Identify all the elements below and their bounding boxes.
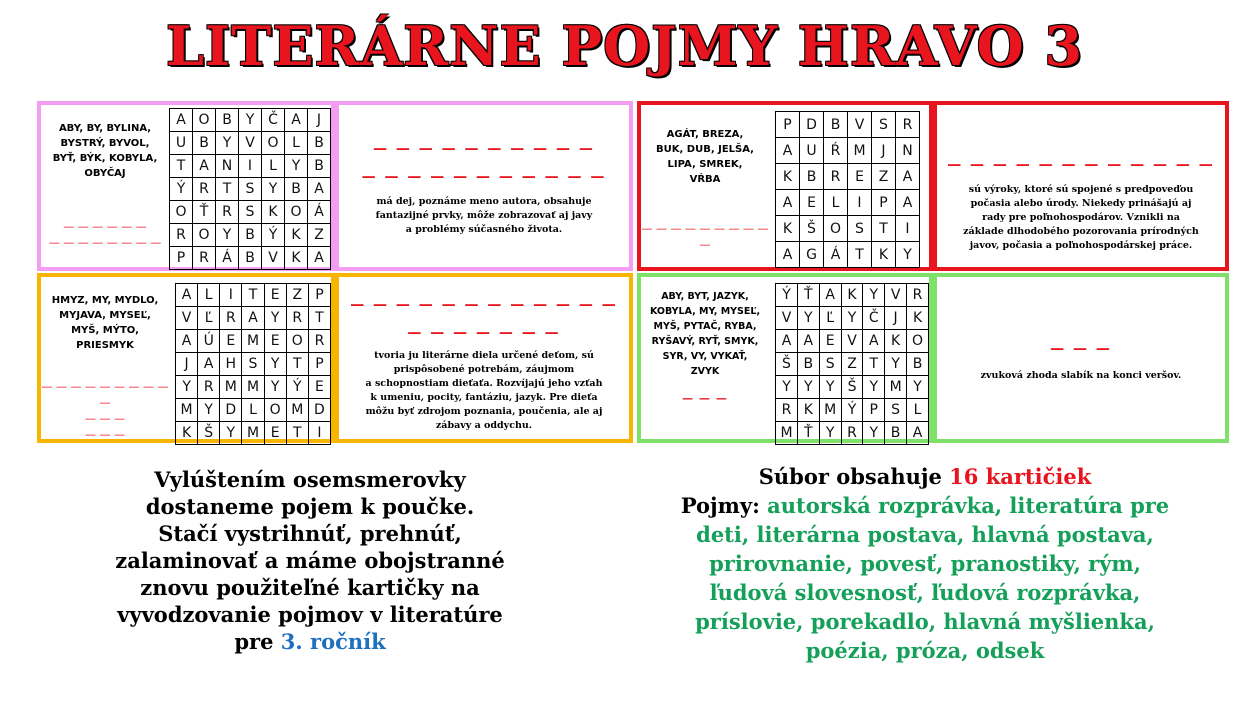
grid-letter-cell: M (176, 399, 198, 422)
grid-letter-cell: Š (776, 353, 798, 376)
card-4-puzzle (637, 273, 933, 443)
card-2-answer-lines: — — — — — — — — — — (641, 222, 769, 251)
grid-letter-cell: A (285, 109, 308, 132)
terms-label: Pojmy: (680, 493, 768, 518)
grid-row (176, 353, 331, 376)
grid-letter-cell: O (264, 399, 286, 422)
grid-letter-cell: A (797, 330, 819, 353)
grid-letter-cell: A (819, 284, 841, 307)
grid-letter-cell: A (308, 247, 331, 270)
card-1-definition-text: má dej, poznáme meno autora, obsahuje fantazijné prvky, môže zobrazovať aj javy a problémy súčasného života. (375, 196, 593, 235)
grid-letter-cell: B (239, 247, 262, 270)
grid-letter-cell: Š (198, 422, 220, 445)
grid-letter-cell: Y (885, 353, 907, 376)
grid-letter-cell: A (170, 109, 193, 132)
grid-letter-cell: K (797, 399, 819, 422)
grid-letter-cell: J (308, 109, 331, 132)
grid-letter-cell: Y (907, 376, 929, 399)
grid-letter-cell: Y (176, 376, 198, 399)
grid-row (776, 376, 929, 399)
terms-line (630, 491, 1220, 520)
card-3-blanks: — — — — — — — — — — — — — — — — — — — (350, 297, 618, 341)
grid-row (176, 307, 331, 330)
grid-row (776, 284, 929, 307)
terms-list-first: autorská rozprávka, literatúra pre (767, 493, 1170, 518)
grid-letter-cell: K (841, 284, 863, 307)
grid-letter-cell: M (242, 330, 264, 353)
grid-letter-cell: E (308, 376, 330, 399)
grid-letter-cell: S (242, 353, 264, 376)
card-2-definition (933, 101, 1229, 271)
grid-letter-cell: T (848, 242, 872, 268)
grid-letter-cell: T (308, 307, 330, 330)
grid-row (170, 155, 331, 178)
grid-letter-cell: A (193, 155, 216, 178)
grid-letter-cell: Ý (286, 376, 308, 399)
card-2-puzzle (637, 101, 933, 271)
grid-letter-cell: Y (896, 242, 920, 268)
grid-letter-cell: S (819, 353, 841, 376)
card-2-word-grid (775, 111, 920, 268)
grid-letter-cell: Y (819, 376, 841, 399)
grid-letter-cell: A (176, 284, 198, 307)
grid-letter-cell: Á (308, 201, 331, 224)
grid-letter-cell: B (800, 164, 824, 190)
card-3-definition-text: tvoria ju literárne diela určené deťom, sú prispôsobené potrebám, záujmom a schopnostiam dieťaťa. Rozvíjajú jeho vzťah k umeniu, pocity, fantáziu, jazyk. Pre dieťa môžu byť zdrojom poznania, poučenia, ale aj zábavy a oddychu. (365, 350, 603, 431)
set-count-value: 16 kartičiek (949, 464, 1092, 489)
grid-letter-cell: Z (308, 224, 331, 247)
grid-letter-cell: S (885, 399, 907, 422)
grid-letter-cell: S (239, 201, 262, 224)
grid-row (776, 307, 929, 330)
grid-letter-cell: K (872, 242, 896, 268)
card-4-answer-lines: — — — (682, 392, 728, 405)
grid-letter-cell: Y (819, 422, 841, 445)
grid-letter-cell: T (286, 422, 308, 445)
grid-row (776, 399, 929, 422)
grid-letter-cell: B (193, 132, 216, 155)
grid-letter-cell: V (239, 132, 262, 155)
grid-letter-cell: N (896, 138, 920, 164)
grid-letter-cell: Ť (797, 422, 819, 445)
grid-letter-cell: K (885, 330, 907, 353)
grid-letter-cell: Y (239, 109, 262, 132)
grid-letter-cell: Ľ (198, 307, 220, 330)
grid-letter-cell: R (198, 376, 220, 399)
grid-row (776, 330, 929, 353)
card-2-blanks: — — — — — — — — — — — — (947, 157, 1215, 173)
grid-letter-cell: R (193, 178, 216, 201)
grid-letter-cell: M (776, 422, 798, 445)
grid-letter-cell: U (170, 132, 193, 155)
grid-letter-cell: Ú (198, 330, 220, 353)
grid-letter-cell: Ť (193, 201, 216, 224)
grid-letter-cell: M (220, 376, 242, 399)
grid-letter-cell: V (848, 112, 872, 138)
card-3-definition (335, 273, 633, 443)
card-4-blanks: — — — (1050, 341, 1112, 357)
grid-letter-cell: V (841, 330, 863, 353)
grid-letter-cell: R (216, 201, 239, 224)
grid-row (176, 399, 331, 422)
grid-letter-cell: Š (841, 376, 863, 399)
grid-letter-cell: E (800, 190, 824, 216)
grid-letter-cell: A (242, 307, 264, 330)
instructions-text (30, 466, 590, 655)
grid-row (776, 422, 929, 445)
grid-letter-cell: I (308, 422, 330, 445)
grid-letter-cell: Č (863, 307, 885, 330)
grade-label: 3. ročník (280, 629, 386, 654)
grid-letter-cell: M (848, 138, 872, 164)
grid-letter-cell: T (863, 353, 885, 376)
grid-letter-cell: B (797, 353, 819, 376)
grid-letter-cell: A (776, 190, 800, 216)
grid-letter-cell: I (896, 216, 920, 242)
grid-row (776, 112, 920, 138)
grid-row (776, 242, 920, 268)
grid-letter-cell: Ľ (819, 307, 841, 330)
grid-letter-cell: M (286, 399, 308, 422)
grid-letter-cell: Y (863, 422, 885, 445)
grid-letter-cell: O (170, 201, 193, 224)
grid-letter-cell: O (262, 132, 285, 155)
terms-line: deti, literárna postava, hlavná postava, (696, 522, 1154, 547)
grid-letter-cell: R (841, 422, 863, 445)
grid-letter-cell: Z (841, 353, 863, 376)
grid-letter-cell: H (220, 353, 242, 376)
instructions-line: vyvodzovanie pojmov v literatúre (117, 602, 503, 627)
grid-row (776, 138, 920, 164)
grid-letter-cell: J (885, 307, 907, 330)
grade-prefix: pre (234, 629, 281, 654)
card-3-word-grid (175, 283, 331, 445)
grid-row (776, 216, 920, 242)
card-4-definition-text: zvuková zhoda slabík na konci veršov. (980, 370, 1182, 381)
grid-letter-cell: R (193, 247, 216, 270)
grid-letter-cell: P (863, 399, 885, 422)
grid-letter-cell: V (776, 307, 798, 330)
grid-row (176, 376, 331, 399)
terms-line: príslovie, porekadlo, hlavná myšlienka, (695, 609, 1155, 634)
grid-letter-cell: B (285, 178, 308, 201)
card-3-answer-lines: — — — — — — — — — — — — — — — — (41, 380, 169, 441)
grid-letter-cell: B (885, 422, 907, 445)
grid-row (176, 284, 331, 307)
grid-letter-cell: K (176, 422, 198, 445)
grid-letter-cell: I (848, 190, 872, 216)
grid-letter-cell: Ý (776, 284, 798, 307)
terms-line: poézia, próza, odsek (805, 638, 1045, 663)
grid-letter-cell: D (220, 399, 242, 422)
grid-letter-cell: Ŕ (824, 138, 848, 164)
grid-letter-cell: T (872, 216, 896, 242)
grid-letter-cell: P (872, 190, 896, 216)
grid-row (170, 178, 331, 201)
card-1-definition (335, 101, 633, 271)
instructions-line: Vylúštením osemsmerovky (154, 467, 466, 492)
card-1-word-grid (169, 108, 331, 270)
grid-letter-cell: Ý (262, 224, 285, 247)
instructions-line: zalaminovať a máme obojstranné (115, 548, 505, 573)
grid-letter-cell: Y (776, 376, 798, 399)
grid-letter-cell: T (286, 353, 308, 376)
grid-letter-cell: A (776, 242, 800, 268)
grid-row (776, 164, 920, 190)
grid-letter-cell: A (308, 178, 331, 201)
grid-letter-cell: D (800, 112, 824, 138)
grid-letter-cell: E (264, 284, 286, 307)
grid-letter-cell: E (264, 422, 286, 445)
grid-letter-cell: E (264, 330, 286, 353)
terms-line: prirovnanie, povesť, pranostiky, rým, (709, 551, 1141, 576)
grid-letter-cell: Č (262, 109, 285, 132)
grid-row (170, 109, 331, 132)
grid-letter-cell: E (819, 330, 841, 353)
grid-letter-cell: A (863, 330, 885, 353)
grid-letter-cell: L (262, 155, 285, 178)
grid-letter-cell: R (286, 307, 308, 330)
grid-letter-cell: R (308, 330, 330, 353)
card-1-answer-lines: — — — — — — — — — — — — — — (48, 220, 162, 249)
grid-letter-cell: B (216, 109, 239, 132)
card-2-word-list: AGÁT, BREZA, BUK, DUB, JELŠA, LIPA, SMREK, VŔBA (656, 129, 754, 185)
grid-letter-cell: R (220, 307, 242, 330)
grid-row (776, 190, 920, 216)
grid-letter-cell: V (176, 307, 198, 330)
grid-letter-cell: S (848, 216, 872, 242)
set-count-line (630, 462, 1220, 491)
grid-letter-cell: S (239, 178, 262, 201)
grid-row (176, 330, 331, 353)
grid-letter-cell: I (239, 155, 262, 178)
grid-letter-cell: O (907, 330, 929, 353)
grid-letter-cell: K (776, 216, 800, 242)
card-1-blanks: — — — — — — — — — — — — — — — — — — — — — (361, 141, 607, 185)
grid-letter-cell: K (776, 164, 800, 190)
grid-letter-cell: B (308, 132, 331, 155)
page-title: LITERÁRNE POJMY HRAVO 3 (165, 14, 1084, 78)
grid-letter-cell: V (262, 247, 285, 270)
instructions-line-grade (30, 628, 590, 655)
grid-letter-cell: U (800, 138, 824, 164)
grid-letter-cell: K (262, 201, 285, 224)
grid-letter-cell: Y (198, 399, 220, 422)
grid-letter-cell: K (285, 224, 308, 247)
grid-letter-cell: J (872, 138, 896, 164)
grid-letter-cell: A (896, 164, 920, 190)
set-count-prefix: Súbor obsahuje (758, 464, 950, 489)
grid-letter-cell: Y (264, 353, 286, 376)
grid-letter-cell: A (176, 330, 198, 353)
grid-letter-cell: S (872, 112, 896, 138)
grid-letter-cell: Á (216, 247, 239, 270)
grid-letter-cell: Z (872, 164, 896, 190)
grid-letter-cell: N (216, 155, 239, 178)
grid-letter-cell: O (193, 224, 216, 247)
grid-letter-cell: G (800, 242, 824, 268)
card-3-word-list: HMYZ, MY, MYDLO, MYJAVA, MYSEĽ, MYŠ, MÝTO, PRIESMYK (51, 295, 159, 351)
grid-letter-cell: P (170, 247, 193, 270)
grid-letter-cell: A (198, 353, 220, 376)
card-2-definition-text: sú výroky, ktoré sú spojené s predpoveďou počasia alebo úrody. Niekedy prinášajú aj rady pre poľnohospodárov. Vznikli na základe dlhodobého pozorovania prírodných javov, počasia a poľnohospodárskej práce. (963, 184, 1199, 251)
grid-letter-cell: Ť (797, 284, 819, 307)
instructions-line: Stačí vystrihnúť, prehnúť, (158, 521, 462, 546)
grid-letter-cell: V (885, 284, 907, 307)
grid-letter-cell: M (242, 422, 264, 445)
grid-letter-cell: Z (286, 284, 308, 307)
grid-letter-cell: B (308, 155, 331, 178)
grid-row (170, 132, 331, 155)
grid-letter-cell: T (242, 284, 264, 307)
grid-letter-cell: O (824, 216, 848, 242)
grid-letter-cell: Y (264, 376, 286, 399)
set-contents-text (630, 462, 1220, 665)
grid-row (776, 353, 929, 376)
grid-letter-cell: P (776, 112, 800, 138)
card-1-word-list: ABY, BY, BYLINA, BYSTRÝ, BYVOL, BYŤ, BÝK, KOBYLA, OBYČAJ (52, 123, 158, 179)
grid-letter-cell: Y (863, 376, 885, 399)
grid-row (176, 422, 331, 445)
grid-letter-cell: M (242, 376, 264, 399)
grid-letter-cell: P (308, 353, 330, 376)
grid-letter-cell: J (176, 353, 198, 376)
grid-letter-cell: K (285, 247, 308, 270)
grid-letter-cell: R (170, 224, 193, 247)
grid-letter-cell: A (896, 190, 920, 216)
grid-letter-cell: E (220, 330, 242, 353)
grid-letter-cell: A (907, 422, 929, 445)
grid-row (170, 224, 331, 247)
grid-letter-cell: L (285, 132, 308, 155)
grid-letter-cell: R (824, 164, 848, 190)
grid-row (170, 247, 331, 270)
grid-letter-cell: Š (800, 216, 824, 242)
grid-letter-cell: O (193, 109, 216, 132)
grid-row (170, 201, 331, 224)
grid-letter-cell: R (776, 399, 798, 422)
grid-letter-cell: Y (841, 307, 863, 330)
grid-letter-cell: Y (797, 376, 819, 399)
grid-letter-cell: A (776, 330, 798, 353)
grid-letter-cell: Á (824, 242, 848, 268)
grid-letter-cell: R (896, 112, 920, 138)
grid-letter-cell: T (216, 178, 239, 201)
grid-letter-cell: E (848, 164, 872, 190)
grid-letter-cell: Y (216, 132, 239, 155)
grid-letter-cell: Ý (170, 178, 193, 201)
grid-letter-cell: R (907, 284, 929, 307)
grid-letter-cell: O (285, 201, 308, 224)
grid-letter-cell: Y (863, 284, 885, 307)
card-4-word-list: ABY, BYT, JAZYK, KOBYLA, MY, MYSEĽ, MYŠ, PYTAČ, RYBA, RYŠAVÝ, RYŤ, SMYK, SYR, VY, VYKAŤ, ZVYK (649, 291, 761, 377)
grid-letter-cell: M (885, 376, 907, 399)
grid-letter-cell: I (220, 284, 242, 307)
grid-letter-cell: L (907, 399, 929, 422)
terms-line: ľudová slovesnosť, ľudová rozprávka, (709, 580, 1141, 605)
grid-letter-cell: Ý (841, 399, 863, 422)
grid-letter-cell: P (308, 284, 330, 307)
grid-letter-cell: K (907, 307, 929, 330)
grid-letter-cell: D (308, 399, 330, 422)
instructions-line: dostaneme pojem k poučke. (145, 494, 475, 519)
grid-letter-cell: Y (797, 307, 819, 330)
grid-letter-cell: B (907, 353, 929, 376)
grid-letter-cell: O (286, 330, 308, 353)
grid-letter-cell: B (824, 112, 848, 138)
instructions-line: znovu použiteľné kartičky na (140, 575, 480, 600)
grid-letter-cell: L (242, 399, 264, 422)
grid-letter-cell: T (170, 155, 193, 178)
card-4-word-grid (775, 283, 929, 445)
grid-letter-cell: L (824, 190, 848, 216)
grid-letter-cell: Y (264, 307, 286, 330)
grid-letter-cell: L (198, 284, 220, 307)
grid-letter-cell: Y (285, 155, 308, 178)
grid-letter-cell: Y (262, 178, 285, 201)
grid-letter-cell: A (776, 138, 800, 164)
grid-letter-cell: Y (216, 224, 239, 247)
card-4-definition (933, 273, 1229, 443)
grid-letter-cell: M (819, 399, 841, 422)
grid-letter-cell: Y (220, 422, 242, 445)
card-1-puzzle (37, 101, 335, 271)
card-3-puzzle (37, 273, 335, 443)
grid-letter-cell: B (239, 224, 262, 247)
